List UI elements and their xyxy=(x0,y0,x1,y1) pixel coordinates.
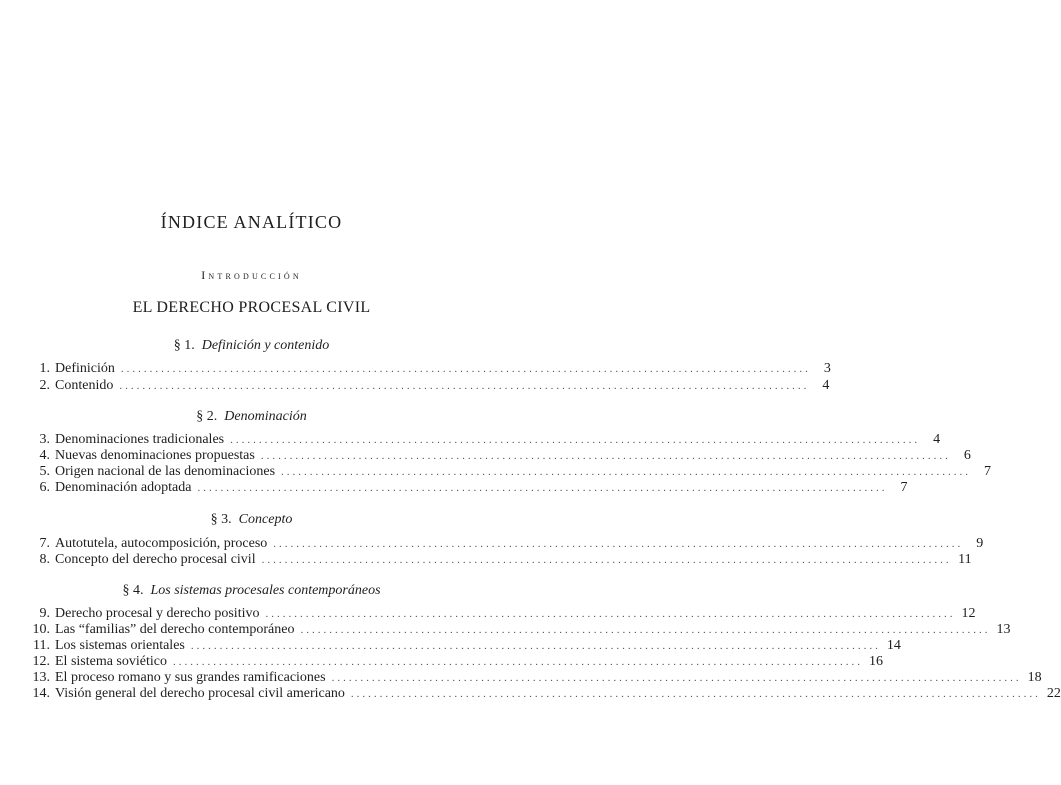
entry-page: 12 xyxy=(961,606,976,621)
entry-number: 1. xyxy=(39,361,50,376)
dot-leader: ........................................................................................................................ xyxy=(281,466,972,478)
entry-number: 6. xyxy=(39,480,50,495)
toc-entry-2[interactable] xyxy=(30,378,830,395)
toc-entry-3[interactable] xyxy=(30,432,941,449)
entry-page: 7 xyxy=(984,464,992,479)
entry-number: 12. xyxy=(32,654,50,669)
section-number: § 4. xyxy=(122,583,144,598)
entry-number: 13. xyxy=(32,670,50,685)
dot-leader: ........................................................................................................................ xyxy=(331,672,1022,684)
section-heading-1 xyxy=(0,338,503,354)
entry-number: 5. xyxy=(39,464,50,479)
entry-number: 4. xyxy=(39,448,50,463)
toc-entry-4[interactable] xyxy=(30,448,971,465)
section-heading-3 xyxy=(0,512,503,528)
entry-text: Autotutela, autocomposición, proceso xyxy=(55,536,268,551)
entry-page: 3 xyxy=(823,361,831,376)
entry-text: Nuevas denominaciones propuestas xyxy=(55,448,255,463)
section-number: § 1. xyxy=(173,338,195,353)
entry-text: Los sistemas orientales xyxy=(55,638,185,653)
dot-leader: ........................................................................................................................ xyxy=(197,482,888,494)
toc-entry-7[interactable] xyxy=(30,536,984,553)
index-title: ÍNDICE ANALÍTICO xyxy=(160,212,343,232)
entry-number: 11. xyxy=(33,638,50,653)
dot-leader: ........................................................................................................................ xyxy=(230,434,921,446)
toc-entry-11[interactable] xyxy=(30,638,901,655)
toc-entry-8[interactable] xyxy=(30,552,972,569)
entry-number: 14. xyxy=(32,686,50,701)
entry-number: 2. xyxy=(39,378,50,393)
entry-text: Definición xyxy=(55,361,115,376)
entry-page: 11 xyxy=(958,552,972,567)
section-heading-2 xyxy=(0,409,503,425)
entry-number: 10. xyxy=(32,622,50,637)
toc-entry-1[interactable] xyxy=(30,361,831,378)
entry-text: Concepto del derecho procesal civil xyxy=(55,552,256,567)
section-heading-4 xyxy=(0,583,503,599)
entry-number: 3. xyxy=(39,432,50,447)
entry-page: 14 xyxy=(886,638,901,653)
section-number: § 2. xyxy=(196,409,218,424)
section-number: § 3. xyxy=(210,512,232,527)
entry-page: 9 xyxy=(976,536,984,551)
dot-leader: ........................................................................................................................ xyxy=(120,363,811,375)
dot-leader: ........................................................................................................................ xyxy=(300,624,991,636)
entry-text: Contenido xyxy=(55,378,114,393)
dot-leader: ........................................................................................................................ xyxy=(273,538,964,550)
entry-number: 7. xyxy=(39,536,50,551)
dot-leader: ........................................................................................................................ xyxy=(265,608,956,620)
dot-leader: ........................................................................................................................ xyxy=(261,554,952,566)
entry-number: 8. xyxy=(39,552,50,567)
entry-page: 7 xyxy=(900,480,908,495)
section-name: Denominación xyxy=(224,409,307,424)
toc-entry-5[interactable] xyxy=(30,464,992,481)
entry-page: 4 xyxy=(822,378,830,393)
entry-text: Las “familias” del derecho contemporáneo xyxy=(55,622,295,637)
entry-text: El proceso romano y sus grandes ramificaciones xyxy=(55,670,326,685)
entry-page: 6 xyxy=(963,448,971,463)
introduction-label: Introducción xyxy=(201,268,302,282)
toc-entry-12[interactable] xyxy=(30,654,883,671)
entry-text: El sistema soviético xyxy=(55,654,167,669)
toc-entry-10[interactable] xyxy=(30,622,1011,639)
dot-leader: ........................................................................................................................ xyxy=(260,450,951,462)
dot-leader: ........................................................................................................................ xyxy=(350,688,1041,700)
section-name: Los sistemas procesales contemporáneos xyxy=(150,583,381,598)
entry-text: Derecho procesal y derecho positivo xyxy=(55,606,260,621)
entry-text: Denominaciones tradicionales xyxy=(55,432,225,447)
entry-text: Denominación adoptada xyxy=(55,480,192,495)
dot-leader: ........................................................................................................................ xyxy=(172,656,863,668)
dot-leader: ........................................................................................................................ xyxy=(190,640,881,652)
toc-entry-9[interactable] xyxy=(30,606,976,623)
entry-page: 4 xyxy=(933,432,941,447)
entry-page: 22 xyxy=(1046,686,1061,701)
toc-entry-14[interactable] xyxy=(30,686,1061,703)
part-subtitle: EL DERECHO PROCESAL CIVIL xyxy=(132,299,371,316)
entry-text: Visión general del derecho procesal civil americano xyxy=(55,686,345,701)
section-name: Concepto xyxy=(238,512,293,527)
entry-page: 18 xyxy=(1027,670,1042,685)
toc-entry-6[interactable] xyxy=(30,480,908,497)
entry-page: 16 xyxy=(868,654,883,669)
entry-text: Origen nacional de las denominaciones xyxy=(55,464,276,479)
entry-page: 13 xyxy=(996,622,1011,637)
toc-entry-13[interactable] xyxy=(30,670,1042,687)
section-name: Definición y contenido xyxy=(201,338,330,353)
entry-number: 9. xyxy=(39,606,50,621)
dot-leader: ........................................................................................................................ xyxy=(119,380,810,392)
